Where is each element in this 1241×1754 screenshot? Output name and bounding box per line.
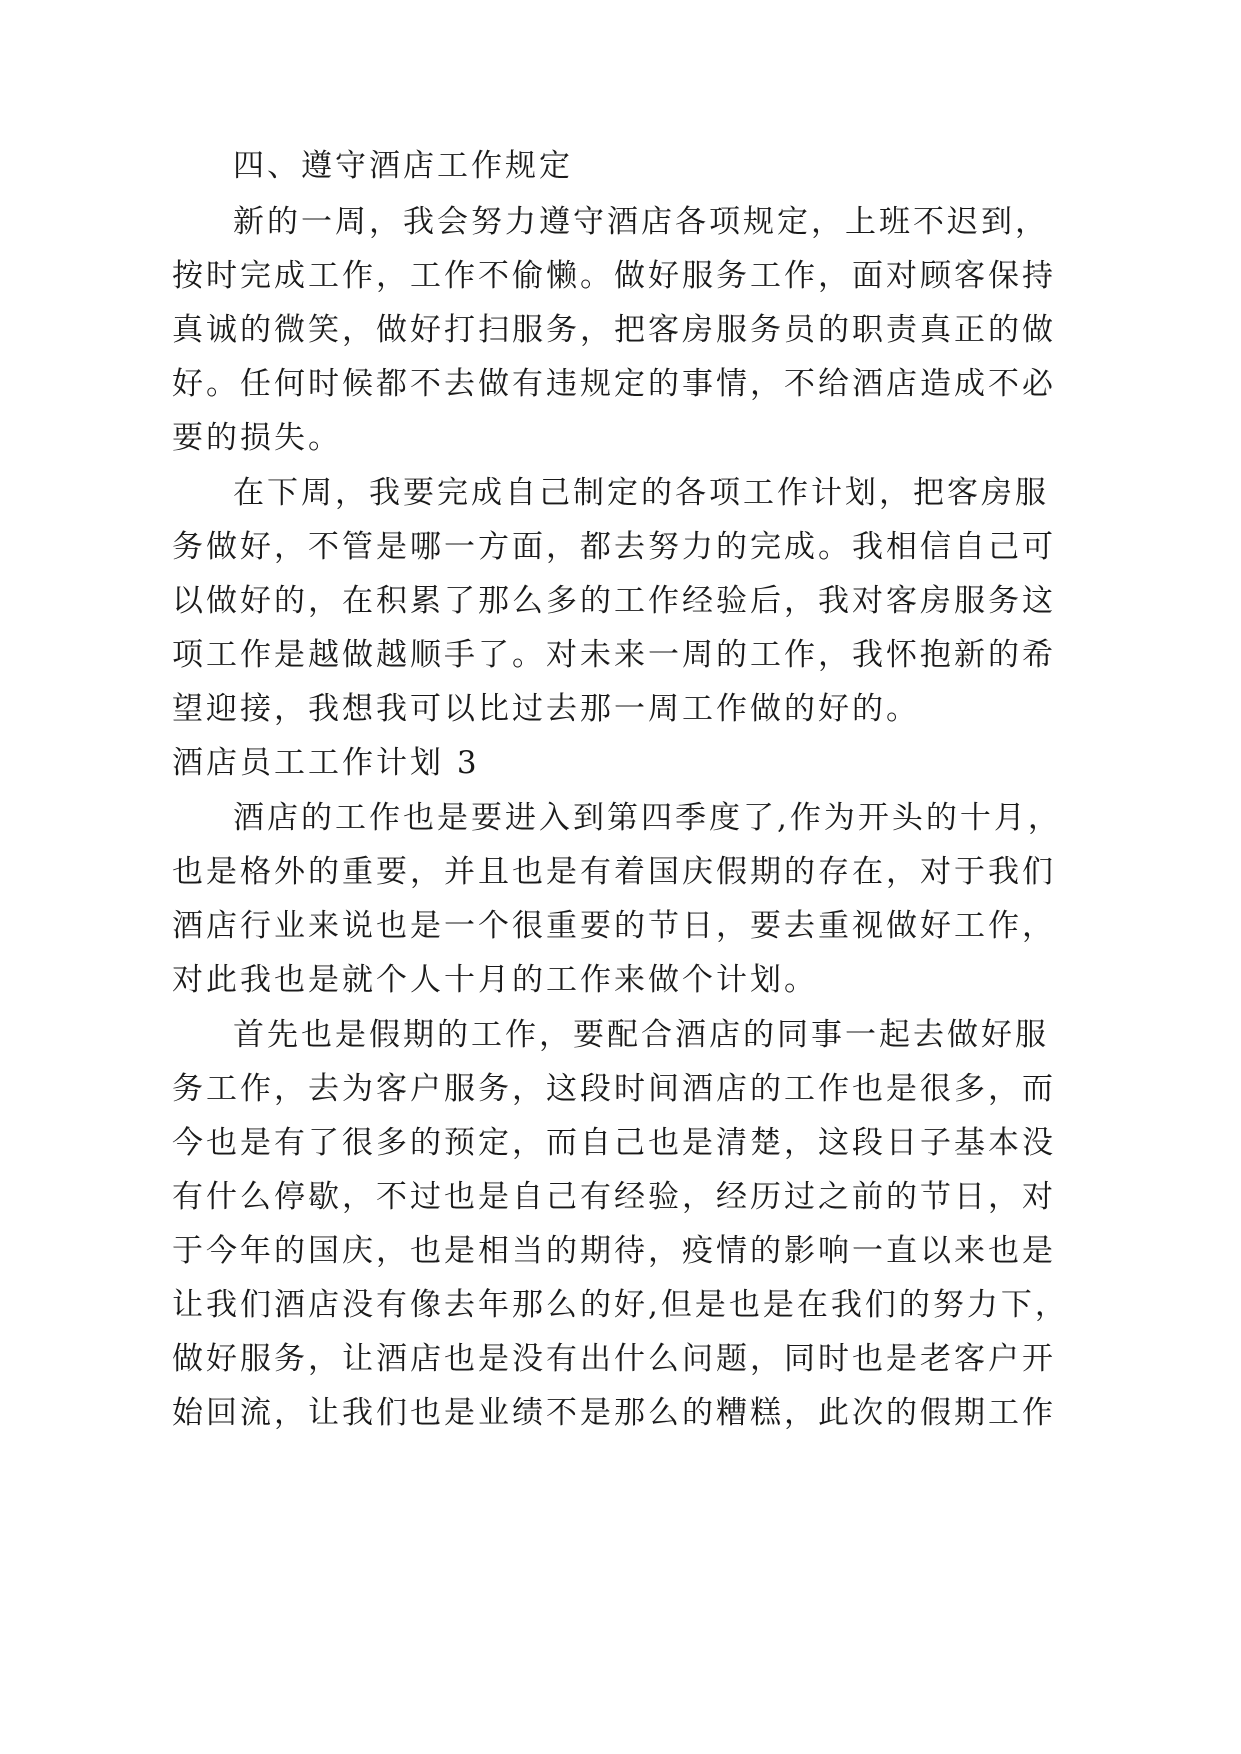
paragraph-2-line-4: 项工作是越做越顺手了。对未来一周的工作，我怀抱新的希	[172, 637, 1056, 673]
paragraph-4-line-1: 首先也是假期的工作，要配合酒店的同事一起去做好服	[233, 1017, 1049, 1053]
paragraph-1-line-1: 新的一周，我会努力遵守酒店各项规定，上班不迟到，	[233, 204, 1049, 240]
paragraph-4-line-5: 于今年的国庆，也是相当的期待，疫情的影响一直以来也是	[172, 1233, 1056, 1269]
paragraph-4-line-6: 让我们酒店没有像去年那么的好,但是也是在我们的努力下，	[172, 1287, 1069, 1323]
paragraph-2-line-1: 在下周，我要完成自己制定的各项工作计划，把客房服	[233, 475, 1049, 511]
paragraph-2-line-5: 望迎接，我想我可以比过去那一周工作做的好的。	[172, 691, 920, 727]
paragraph-2-line-3: 以做好的，在积累了那么多的工作经验后，我对客房服务这	[172, 583, 1056, 619]
paragraph-1-line-2: 按时完成工作，工作不偷懒。做好服务工作，面对顾客保持	[172, 258, 1056, 294]
paragraph-1-line-5: 要的损失。	[172, 420, 342, 456]
paragraph-4-line-3: 今也是有了很多的预定，而自己也是清楚，这段日子基本没	[172, 1125, 1056, 1161]
paragraph-3-line-1: 酒店的工作也是要进入到第四季度了,作为开头的十月，	[233, 800, 1062, 836]
paragraph-1-line-4: 好。任何时候都不去做有违规定的事情，不给酒店造成不必	[172, 366, 1056, 402]
paragraph-4-line-8: 始回流，让我们也是业绩不是那么的糟糕，此次的假期工作	[172, 1395, 1056, 1431]
plan-title: 酒店员工工作计划 3	[172, 745, 480, 781]
paragraph-4-line-7: 做好服务，让酒店也是没有出什么问题，同时也是老客户开	[172, 1341, 1056, 1377]
paragraph-1-line-3: 真诚的微笑，做好打扫服务，把客房服务员的职责真正的做	[172, 312, 1056, 348]
paragraph-3-line-4: 对此我也是就个人十月的工作来做个计划。	[172, 962, 818, 998]
paragraph-3-line-2: 也是格外的重要，并且也是有着国庆假期的存在，对于我们	[172, 854, 1056, 890]
paragraph-4-line-4: 有什么停歇，不过也是自己有经验，经历过之前的节日，对	[172, 1179, 1056, 1215]
paragraph-4-line-2: 务工作，去为客户服务，这段时间酒店的工作也是很多，而	[172, 1071, 1056, 1107]
section-heading: 四、遵守酒店工作规定	[233, 148, 573, 184]
paragraph-3-line-3: 酒店行业来说也是一个很重要的节日，要去重视做好工作，	[172, 908, 1056, 944]
paragraph-2-line-2: 务做好，不管是哪一方面，都去努力的完成。我相信自己可	[172, 529, 1056, 565]
